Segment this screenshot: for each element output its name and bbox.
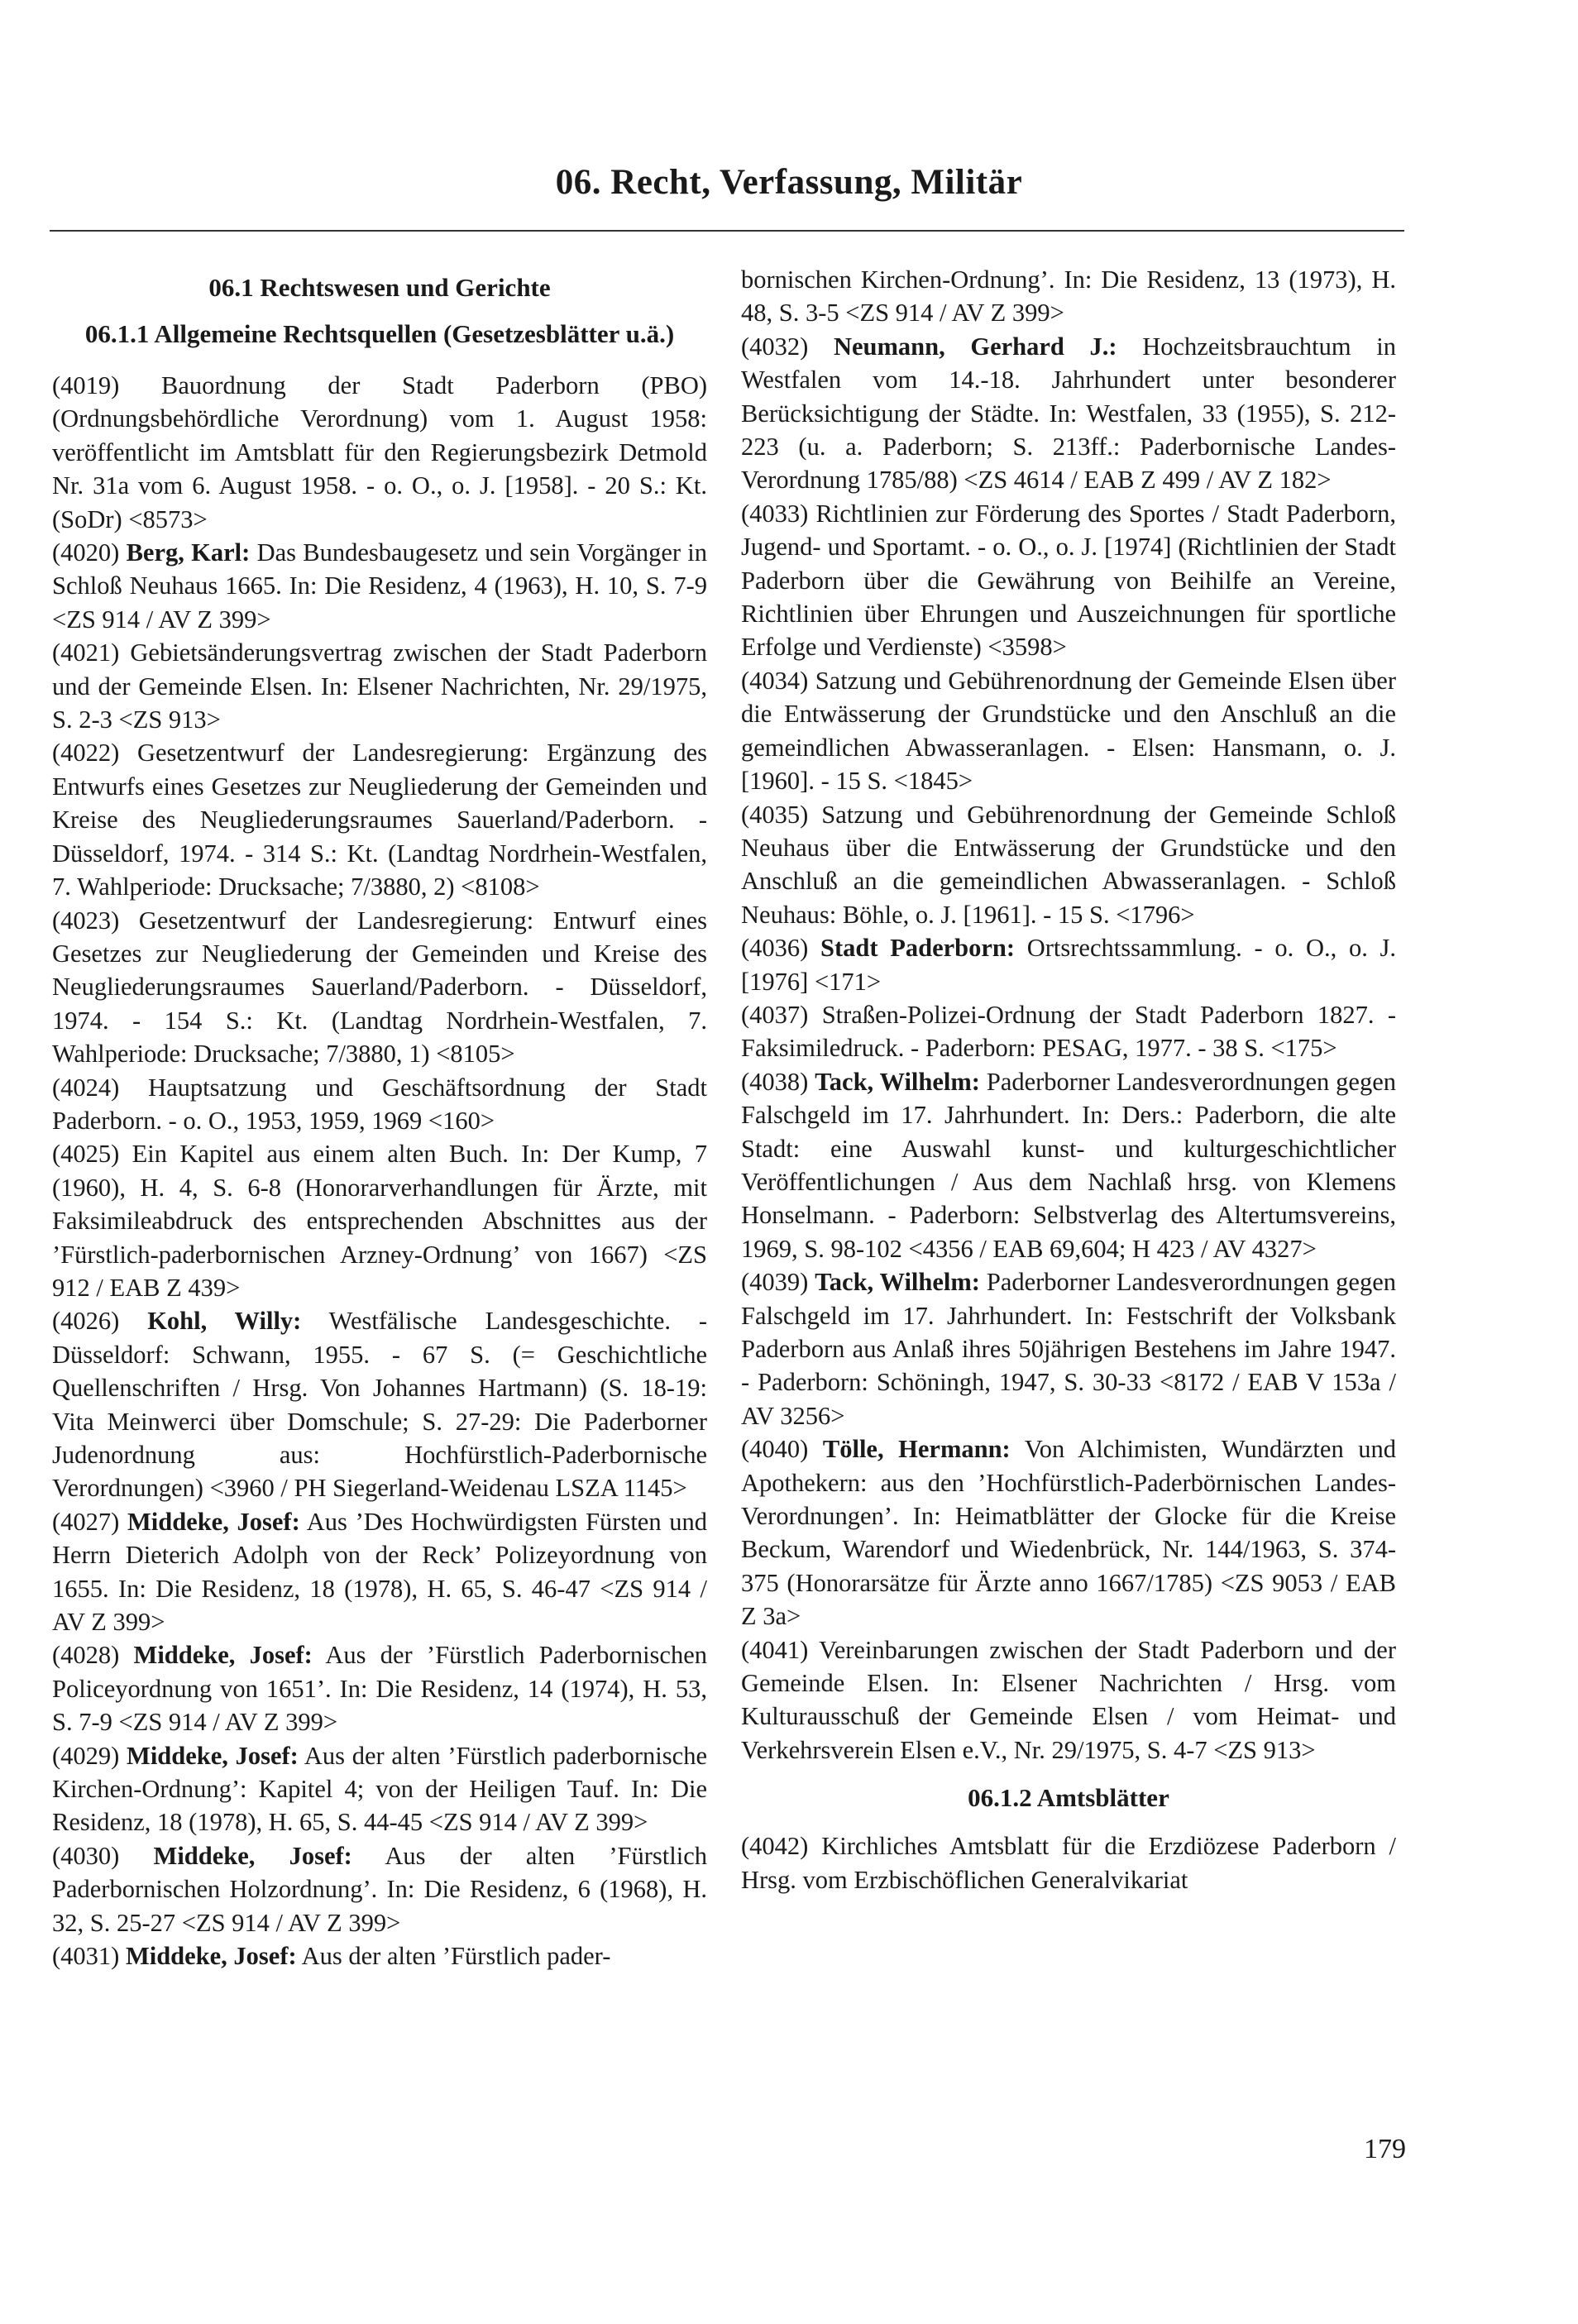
bibliography-entry: [741, 1432, 1396, 1633]
entry-text: Satzung und Gebührenordnung der Gemeinde Elsen über die Entwässerung der Grundstücke und den Anschluß an die gemeindlichen Abwasseranlagen. - Elsen: Hansmann, o. J. [1960]. - 15 S. <1845>: [741, 666, 1396, 796]
bibliography-entry: [741, 1265, 1396, 1432]
bibliography-entry: [52, 1137, 707, 1304]
entry-text: Gebietsänderungsvertrag zwischen der Stadt Paderborn und der Gemeinde Elsen. In: Elsener Nachrichten, Nr. 29/1975, S. 2-3 <ZS 913>: [52, 638, 707, 734]
entry-number: (4021): [52, 638, 120, 667]
entry-text: Ortsrechtssammlung. - o. O., o. J. [1976] <171>: [741, 934, 1397, 996]
entry-text: Das Bundesbaugesetz und sein Vorgänger in Schloß Neuhaus 1665. In: Die Residenz, 4 (1963), H. 10, S. 7-9 <ZS 914 / AV Z 399>: [52, 538, 708, 634]
entry-author: Middeke, Josef:: [133, 1641, 313, 1670]
bibliography-entry: [52, 904, 707, 1071]
entry-number: (4027): [52, 1507, 120, 1536]
bibliography-entry: [52, 1939, 707, 1973]
entry-author: Tack, Wilhelm:: [815, 1067, 980, 1096]
bibliography-entry: [52, 636, 707, 736]
entry-text: Hauptsatzung und Geschäftsordnung der Stadt Paderborn. - o. O., 1953, 1959, 1969 <160>: [52, 1073, 707, 1135]
entry-number: (4030): [52, 1841, 120, 1870]
entry-number: (4029): [52, 1741, 120, 1770]
entry-number: (4039): [741, 1268, 809, 1297]
entry-number: (4020): [52, 538, 120, 567]
right-column: [741, 263, 1396, 1896]
title-divider: [50, 230, 1404, 232]
entry-text: Aus ’Des Hochwürdigsten Fürsten und Herrn Dieterich Adolph von der Reck’ Polizeyordnung von 1655. In: Die Residenz, 18 (1978), H. 65, S. 46-47 <ZS 914 / AV Z 399>: [52, 1507, 708, 1637]
entry-text: Aus der alten ’Fürstlich pader-: [301, 1942, 611, 1971]
entry-text: Hochzeitsbrauchtum in Westfalen vom 14.-18. Jahrhundert unter besonderer Berücksichtigung der Städte. In: Westfalen, 33 (1955), S. 212-223 (u. a. Paderborn; S. 213ff.: Paderbornische Landes-Verordnung 1785/88) <ZS 4614 / EAB Z 499 / AV Z 182>: [741, 332, 1396, 495]
section-heading-06-1-2: 06.1.2 Amtsblätter: [968, 1783, 1169, 1813]
entry-number: (4025): [52, 1140, 120, 1169]
bibliography-entry: [741, 330, 1396, 497]
entry-text: Aus der ’Fürstlich Paderbornischen Policeyordnung von 1651’. In: Die Residenz, 14 (1974), H. 53, S. 7-9 <ZS 914 / AV Z 399>: [52, 1641, 708, 1737]
entry-list-right: [741, 330, 1396, 1767]
entry-number: (4022): [52, 739, 120, 767]
bibliography-entry: [741, 998, 1396, 1065]
entry-author: Neumann, Gerhard J.:: [833, 332, 1117, 361]
bibliography-entry: [52, 1071, 707, 1138]
entry-number: (4037): [741, 1000, 809, 1029]
bibliography-entry: [741, 798, 1396, 932]
entry-number: (4024): [52, 1073, 120, 1102]
bibliography-entry: [741, 931, 1396, 998]
bibliography-entry: [52, 536, 707, 636]
entry-text: Vereinbarungen zwischen der Stadt Paderborn und der Gemeinde Elsen. In: Elsener Nachrichten / Hrsg. vom Kulturausschuß der Gemeinde Elsen / vom Heimat- und Verkehrsverein Elsen e.V., Nr. 29/1975, S. 4-7 <ZS 913>: [741, 1635, 1396, 1764]
bibliography-entry: [741, 664, 1396, 798]
entry-number: (4019): [52, 371, 120, 399]
entry-list-right-after: [741, 1829, 1396, 1896]
entry-text: Aus der alten ’Fürstlich paderbornische Kirchen-Ordnung’: Kapitel 4; von der Heiligen Tauf. In: Die Residenz, 18 (1978), H. 65, S. 44-45 <ZS 914 / AV Z 399>: [52, 1741, 707, 1837]
entry-text: Kirchliches Amtsblatt für die Erzdiözese Paderborn / Hrsg. vom Erzbischöflichen Generalvikariat: [741, 1832, 1397, 1894]
page-title: 06. Recht, Verfassung, Militär: [555, 163, 1023, 202]
entry-text: Ein Kapitel aus einem alten Buch. In: Der Kump, 7 (1960), H. 4, S. 6-8 (Honorarverhandlungen für Ärzte, mit Faksimileabdruck des entsprechenden Abschnittes aus der ’Fürstlich-paderbornischen Arzney-Ordnung’ von 1667) <ZS 912 / EAB Z 439>: [52, 1140, 708, 1302]
entry-text: Richtlinien zur Förderung des Sportes / Stadt Paderborn, Jugend- und Sportamt. - o. O., o. J. [1974] (Richtlinien der Stadt Paderborn über die Gewährung von Beihilfe an Vereine, Richtlinien über Ehrungen und Auszeichnungen für sportliche Erfolge und Verdienste) <3598>: [741, 499, 1396, 662]
bibliography-entry: [741, 1829, 1396, 1896]
section-heading-06-1: 06.1 Rechtswesen und Gerichte: [208, 273, 551, 302]
entry-number: (4026): [52, 1307, 120, 1336]
entry-number: (4036): [741, 934, 809, 963]
entry-number: (4038): [741, 1067, 809, 1096]
bibliography-entry: [52, 1505, 707, 1639]
entry-text: Bauordnung der Stadt Paderborn (PBO) (Ordnungsbehördliche Verordnung) vom 1. August 1958: veröffentlicht im Amtsblatt für den Regierungsbezirk Detmold Nr. 31a vom 6. August 1958. - o. O., o. J. [1958]. - 20 S.: Kt. (SoDr) <8573>: [52, 371, 707, 533]
bibliography-entry: [741, 497, 1396, 664]
bibliography-entry: [52, 1638, 707, 1738]
entry-text: Westfälische Landesgeschichte. - Düsseldorf: Schwann, 1955. - 67 S. (= Geschichtliche Quellenschriften / Hrsg. Von Johannes Hartmann) (S. 18-19: Vita Meinwerci über Domschule; S. 27-29: Die Paderborner Judenordnung aus: Hochfürstlich-Paderbornische Verordnungen) <3960 / PH Siegerland-Weidenau LSZA 1145>: [52, 1307, 708, 1503]
entry-number: (4040): [741, 1435, 809, 1464]
bibliography-entry: [52, 736, 707, 903]
entry-author: Middeke, Josef:: [127, 1741, 299, 1770]
entry-author: Kohl, Willy:: [147, 1307, 302, 1336]
entry-number: (4041): [741, 1635, 809, 1664]
entry-author: Tölle, Hermann:: [822, 1435, 1011, 1464]
bibliography-entry: [52, 1304, 707, 1504]
entry-text: Paderborner Landesverordnungen gegen Falschgeld im 17. Jahrhundert. In: Ders.: Paderborn, die alte Stadt: eine Auswahl kunst- und kulturgeschichtlicher Veröffentlichungen / Aus dem Nachlaß hrsg. von Klemens Honselmann. - Paderborn: Selbstverlag des Altertumsvereins, 1969, S. 98-102 <4356 / EAB 69,604; H 423 / AV 4327>: [741, 1067, 1396, 1263]
entry-number: (4031): [52, 1942, 120, 1971]
entry-text: Straßen-Polizei-Ordnung der Stadt Paderborn 1827. - Faksimiledruck. - Paderborn: PESAG, 1977. - 38 S. <175>: [741, 1000, 1397, 1063]
entry-number: (4028): [52, 1641, 120, 1670]
entry-author: Middeke, Josef:: [125, 1942, 297, 1971]
left-column: [52, 263, 707, 1973]
section-heading-06-1-1: 06.1.1 Allgemeine Rechtsquellen (Gesetzesblätter u.ä.): [84, 319, 675, 348]
entry-author: Middeke, Josef:: [153, 1841, 352, 1870]
bibliography-entry: [741, 1633, 1396, 1767]
bibliography-entry: [52, 1839, 707, 1939]
page-number: 179: [1364, 2134, 1406, 2164]
entry-author: Berg, Karl:: [126, 538, 251, 567]
entry-author: Stadt Paderborn:: [820, 934, 1016, 963]
entry-text: Gesetzentwurf der Landesregierung: Ergänzung des Entwurfs eines Gesetzes zur Neugliederung der Gemeinden und Kreise des Neugliederungsraumes Sauerland/Paderborn. - Düsseldorf, 1974. - 314 S.: Kt. (Landtag Nordrhein-Westfalen, 7. Wahlperiode: Drucksache; 7/3880, 2) <8108>: [52, 739, 708, 901]
entry-list-left: [52, 369, 707, 1973]
entry-number: (4035): [741, 800, 809, 829]
entry-text: Von Alchimisten, Wundärzten und Apothekern: aus den ’Hochfürstlich-Paderbörnischen Landes-Verordnungen’. In: Heimatblätter der Glocke für die Kreise Beckum, Warendorf und Wiedenbrück, Nr. 144/1963, S. 374-375 (Honorarsätze für Ärzte anno 1667/1785) <ZS 9053 / EAB Z 3a>: [741, 1435, 1397, 1631]
entry-continuation: bornischen Kirchen-Ordnung’. In: Die Residenz, 13 (1973), H. 48, S. 3-5 <ZS 914 / AV Z 399>: [741, 265, 1396, 328]
bibliography-entry: [741, 1065, 1396, 1265]
bibliography-entry: [52, 369, 707, 536]
entry-author: Middeke, Josef:: [127, 1507, 300, 1536]
entry-number: (4023): [52, 906, 120, 935]
entry-number: (4032): [741, 332, 809, 361]
entry-text: Satzung und Gebührenordnung der Gemeinde Schloß Neuhaus über die Entwässerung der Grundstücke und den Anschluß an die gemeindlichen Abwasseranlagen. - Schloß Neuhaus: Böhle, o. J. [1961]. - 15 S. <1796>: [741, 800, 1397, 929]
entry-number: (4034): [741, 666, 809, 695]
entry-author: Tack, Wilhelm:: [815, 1268, 980, 1297]
entry-number: (4033): [741, 499, 809, 528]
entry-text: Paderborner Landesverordnungen gegen Falschgeld im 17. Jahrhundert. In: Festschrift der Volksbank Paderborn aus Anlaß ihres 50jährigen Bestehens im Jahre 1947. - Paderborn: Schöningh, 1947, S. 30-33 <8172 / EAB V 153a / AV 3256>: [741, 1268, 1396, 1430]
entry-text: Aus der alten ’Fürstlich Paderbornischen Holzordnung’. In: Die Residenz, 6 (1968), H. 32, S. 25-27 <ZS 914 / AV Z 399>: [52, 1841, 708, 1937]
bibliography-entry: [52, 1739, 707, 1839]
entry-text: Gesetzentwurf der Landesregierung: Entwurf eines Gesetzes zur Neugliederung der Gemeinden und Kreise des Neugliederungsraumes Sauerland/Paderborn. - Düsseldorf, 1974. - 154 S.: Kt. (Landtag Nordrhein-Westfalen, 7. Wahlperiode: Drucksache; 7/3880, 1) <8105>: [52, 906, 707, 1069]
entry-number: (4042): [741, 1832, 809, 1861]
